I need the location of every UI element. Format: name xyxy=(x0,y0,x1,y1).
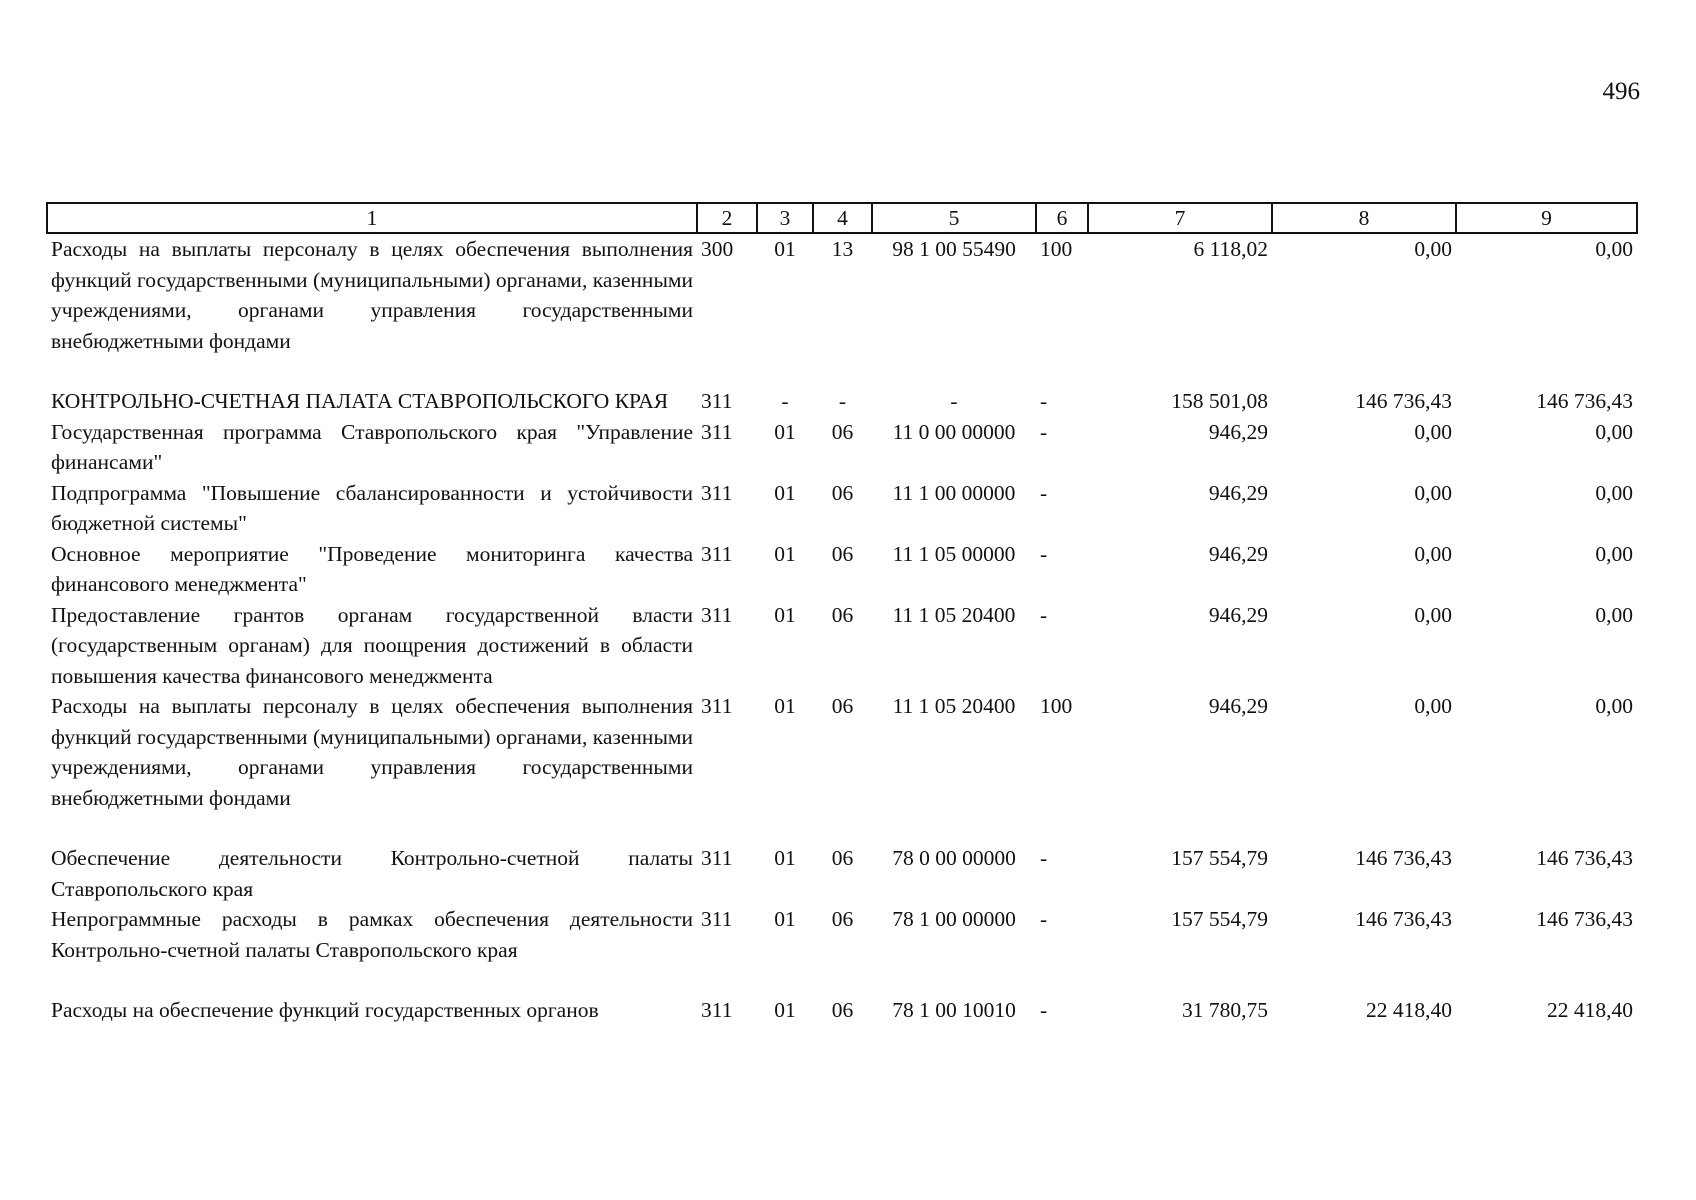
chapter-code: 311 xyxy=(701,694,733,718)
item-name: Непрограммные расходы в рамках обеспечения деятельности Контрольно-счетной палаты Ставропольского края xyxy=(51,907,693,962)
section-code: 01 xyxy=(774,480,796,505)
amount-col9: 0,00 xyxy=(1595,237,1633,261)
subsection-code: 06 xyxy=(831,480,854,505)
amount-col7: 158 501,08 xyxy=(1171,389,1268,413)
target-article-code: 78 1 00 10010 xyxy=(892,998,1016,1022)
amount-col9: 0,00 xyxy=(1595,480,1633,505)
target-article-code: 11 0 00 00000 xyxy=(892,419,1016,444)
table-row xyxy=(47,478,1637,539)
page-number: 496 xyxy=(1602,78,1640,105)
subsection-code: 06 xyxy=(831,694,854,718)
amount-col7: 157 554,79 xyxy=(1171,846,1268,870)
column-header-6: 6 xyxy=(1036,203,1088,233)
column-header-5: 5 xyxy=(872,203,1036,233)
expense-type-code: - xyxy=(1040,389,1048,413)
amount-col7: 946,29 xyxy=(1208,480,1268,505)
table-header xyxy=(47,203,1637,233)
subsection-code: 06 xyxy=(831,907,854,931)
amount-col8: 0,00 xyxy=(1414,237,1452,261)
section-code: 01 xyxy=(774,694,796,718)
section-code: 01 xyxy=(774,541,796,566)
table-row xyxy=(47,233,1637,386)
expense-type-code: - xyxy=(1040,846,1048,870)
table-body xyxy=(47,233,1637,1026)
chapter-code: 300 xyxy=(701,237,734,261)
section-code: 01 xyxy=(774,419,796,444)
amount-col8: 22 418,40 xyxy=(1366,998,1452,1022)
target-article-code: 78 0 00 00000 xyxy=(892,846,1016,870)
subsection-code: 06 xyxy=(831,541,854,566)
section-code: - xyxy=(781,389,789,413)
expense-type-code: 100 xyxy=(1040,237,1073,261)
subsection-code: - xyxy=(838,389,847,413)
target-article-code: 11 1 05 20400 xyxy=(892,602,1016,627)
item-name: Расходы на выплаты персоналу в целях обеспечения выполнения функций государственными (муниципальными) органами, казенными учреждениями, органами управления государственными внебюджетными фондами xyxy=(51,237,693,353)
section-code: 01 xyxy=(774,998,796,1022)
amount-col9: 0,00 xyxy=(1595,694,1633,718)
item-name: Расходы на выплаты персоналу в целях обеспечения выполнения функций государственными (муниципальными) органами, казенными учреждениями, органами управления государственными внебюджетными фондами xyxy=(51,694,693,810)
amount-col7: 946,29 xyxy=(1208,541,1268,566)
amount-col8: 146 736,43 xyxy=(1355,389,1452,413)
item-name: Предоставление грантов органам государственной власти (государственным органам) для поощрения достижений в области повышения качества финансового менеджмента xyxy=(51,602,693,688)
amount-col9: 0,00 xyxy=(1595,602,1633,627)
expense-type-code: - xyxy=(1040,480,1048,505)
subsection-code: 06 xyxy=(831,846,854,870)
amount-col8: 146 736,43 xyxy=(1355,907,1452,931)
amount-col7: 946,29 xyxy=(1208,602,1268,627)
table-row xyxy=(47,843,1637,904)
item-name: Подпрограмма "Повышение сбалансированности и устойчивости бюджетной системы" xyxy=(51,480,693,535)
amount-col7: 946,29 xyxy=(1208,694,1268,718)
target-article-code: 11 1 05 00000 xyxy=(892,541,1016,566)
column-header-8: 8 xyxy=(1272,203,1456,233)
amount-col9: 146 736,43 xyxy=(1536,389,1633,413)
amount-col7: 6 118,02 xyxy=(1193,237,1268,261)
item-name: Государственная программа Ставропольского края "Управление финансами" xyxy=(51,419,693,474)
amount-col8: 146 736,43 xyxy=(1355,846,1452,870)
chapter-code: 311 xyxy=(701,480,733,505)
amount-col8: 0,00 xyxy=(1414,419,1452,444)
expense-type-code: - xyxy=(1040,602,1048,627)
target-article-code: - xyxy=(950,389,958,413)
section-code: 01 xyxy=(774,846,796,870)
target-article-code: 78 1 00 00000 xyxy=(892,907,1016,931)
amount-col8: 0,00 xyxy=(1414,694,1452,718)
amount-col7: 946,29 xyxy=(1208,419,1268,444)
table-row xyxy=(47,691,1637,843)
expense-type-code: - xyxy=(1040,998,1048,1022)
item-name: КОНТРОЛЬНО-СЧЕТНАЯ ПАЛАТА СТАВРОПОЛЬСКОГО КРАЯ xyxy=(51,389,669,413)
chapter-code: 311 xyxy=(701,602,733,627)
table-row xyxy=(47,539,1637,600)
target-article-code: 98 1 00 55490 xyxy=(892,237,1016,261)
chapter-code: 311 xyxy=(701,389,733,413)
column-header-9: 9 xyxy=(1456,203,1637,233)
amount-col9: 22 418,40 xyxy=(1547,998,1633,1022)
table-row xyxy=(47,600,1637,692)
column-header-7: 7 xyxy=(1088,203,1272,233)
item-name: Основное мероприятие "Проведение мониторинга качества финансового менеджмента" xyxy=(51,541,693,596)
amount-col9: 0,00 xyxy=(1595,419,1633,444)
expense-type-code: - xyxy=(1040,907,1048,931)
column-header-2: 2 xyxy=(697,203,757,233)
subsection-code: 06 xyxy=(831,998,854,1022)
section-code: 01 xyxy=(774,907,796,931)
header-row xyxy=(47,203,1637,233)
chapter-code: 311 xyxy=(701,541,733,566)
item-name: Расходы на обеспечение функций государственных органов xyxy=(51,998,599,1022)
column-header-1: 1 xyxy=(47,203,697,233)
subsection-code: 06 xyxy=(831,602,854,627)
amount-col8: 0,00 xyxy=(1414,480,1452,505)
column-header-4: 4 xyxy=(813,203,872,233)
column-header-3: 3 xyxy=(757,203,813,233)
expense-type-code: 100 xyxy=(1040,694,1073,718)
amount-col7: 31 780,75 xyxy=(1182,998,1268,1022)
section-code: 01 xyxy=(774,602,796,627)
chapter-code: 311 xyxy=(701,998,733,1022)
amount-col9: 146 736,43 xyxy=(1536,846,1633,870)
amount-col8: 0,00 xyxy=(1414,602,1452,627)
expense-type-code: - xyxy=(1040,419,1048,444)
target-article-code: 11 1 00 00000 xyxy=(892,480,1016,505)
table-row xyxy=(47,904,1637,995)
table-row xyxy=(47,386,1637,417)
amount-col7: 157 554,79 xyxy=(1171,907,1268,931)
chapter-code: 311 xyxy=(701,419,733,444)
budget-table xyxy=(46,202,1638,1026)
target-article-code: 11 1 05 20400 xyxy=(892,694,1016,718)
table-row xyxy=(47,995,1637,1026)
subsection-code: 13 xyxy=(831,237,854,261)
chapter-code: 311 xyxy=(701,907,733,931)
chapter-code: 311 xyxy=(701,846,733,870)
amount-col9: 146 736,43 xyxy=(1536,907,1633,931)
table-row xyxy=(47,417,1637,478)
item-name: Обеспечение деятельности Контрольно-счетной палаты Ставропольского края xyxy=(51,846,693,901)
expense-type-code: - xyxy=(1040,541,1048,566)
amount-col8: 0,00 xyxy=(1414,541,1452,566)
subsection-code: 06 xyxy=(831,419,854,444)
section-code: 01 xyxy=(774,237,796,261)
amount-col9: 0,00 xyxy=(1595,541,1633,566)
